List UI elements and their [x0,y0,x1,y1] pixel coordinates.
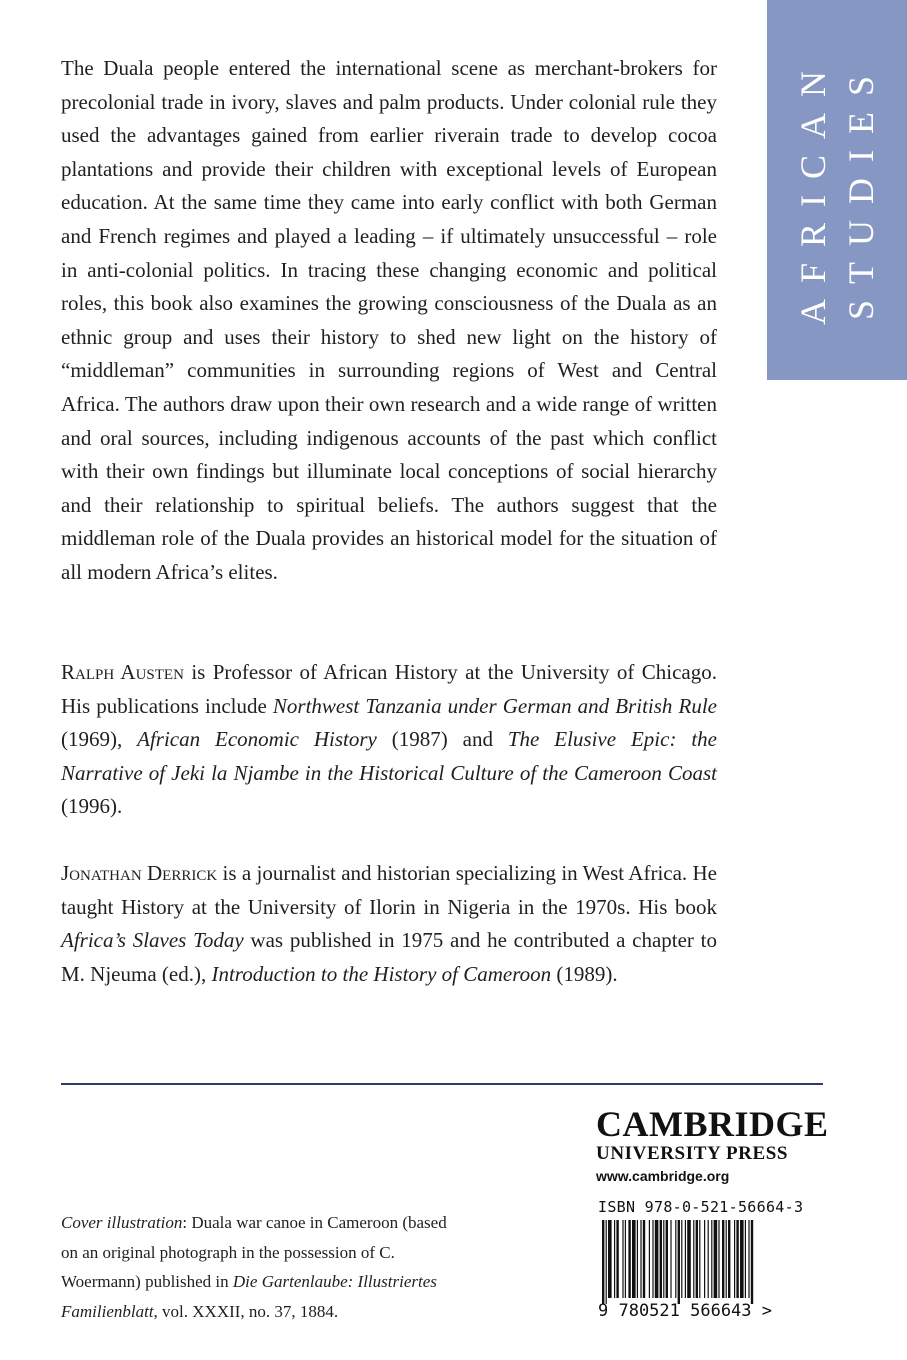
series-band [767,0,907,380]
barcode-bar [637,1220,638,1298]
barcode-bar [699,1220,700,1298]
bio-text: (1996). [61,794,123,819]
barcode-bar [663,1220,664,1298]
book-description: The Duala people entered the international scene as merchant-brokers for precolonial trade in ivory, slaves and palm products. Under colonial rule they used the advantages gained from earlier riverain trade to develop cocoa plantations and provide their children with exceptional levels of European education. At the same time they came into early conflict with both German and French regimes and played a leading – if ultimately unsuccessful – role in anti-colonial politics. In tracing these changing economic and political roles, this book also examines the growing consciousness of the Duala as an ethnic group and uses their history to shed new light on the history of “middleman” communities in surrounding regions of West and Central Africa. The authors draw upon their own research and a wide range of written and oral sources, including indigenous accounts of the past which conflict with their own findings but illuminate local conceptions of social hierarchy and their relationship to spiritual beliefs. The authors suggest that the middleman role of the Duala provides an historical model for the situation of all modern Africa’s elites. [61,56,717,584]
barcode-bar [718,1220,719,1298]
publisher-name: CAMBRIDGE [596,1104,829,1144]
barcode-bar [711,1220,712,1298]
book-title: The Elusive Epic: the Narrative of Jeki la Njambe in the Historical Culture of the Cameroon Coast [61,727,717,785]
barcode-bar [622,1220,623,1298]
barcode-bar [704,1220,705,1298]
credit-label: Cover illustration [61,1213,183,1232]
bio-text: is a journalist and historian specializing in West Africa. He taught History at the University of Ilorin in Nigeria in the 1970s. His book [61,861,717,919]
barcode-bar [685,1220,686,1298]
divider-rule [61,1083,823,1085]
credit-source: Die Gartenlaube: Illustriertes Familienblatt [61,1272,437,1321]
barcode-bar [675,1220,676,1298]
barcode-bar [693,1220,694,1298]
isbn-label: ISBN 978-0-521-56664-3 [598,1198,804,1216]
author-name: Ralph Austen [61,660,184,684]
publisher-url: www.cambridge.org [596,1168,730,1184]
barcode-bar [632,1220,636,1298]
barcode-bar [722,1220,724,1298]
barcode-bar [708,1220,709,1298]
bio-text: (1969), [61,727,138,752]
book-title: Africa’s Slaves Today [61,928,244,953]
barcode-bar [745,1220,746,1298]
barcode-bar [736,1220,738,1298]
barcode-bar [608,1220,612,1298]
barcode-bar [666,1220,668,1298]
barcode-bar [751,1220,753,1304]
barcode-digits: 9 780521 566643 > [598,1301,772,1321]
book-title: African Economic History [137,727,377,752]
author-bio-austen [61,656,717,824]
credit-text: : Duala war canoe in Cameroon (based on an original photograph in the possession of C. Woermann) published in [61,1213,447,1292]
barcode-bar [625,1220,626,1298]
barcode-bar [678,1220,680,1304]
barcode-bar [728,1220,730,1298]
author-name: Jonathan Derrick [61,861,218,885]
cover-illustration-credit [61,1208,451,1326]
barcode-bar [660,1220,662,1298]
barcode-bar [649,1220,650,1298]
bio-text: (1989). [551,961,618,986]
series-title [789,55,885,325]
bio-text: is Professor of African History at the University of Chicago. His publications include [61,660,717,718]
barcode-bar [652,1220,653,1298]
publisher-subtitle: UNIVERSITY PRESS [596,1143,789,1164]
barcode-bar [670,1220,671,1298]
barcode-bar [602,1220,604,1304]
barcode-bar [606,1220,607,1304]
barcode-bar [734,1220,735,1298]
publisher-logo [596,1104,829,1187]
isbn-barcode [598,1198,818,1328]
barcode-bar [616,1220,618,1298]
barcode-bar [726,1220,727,1298]
barcode-bar [748,1220,749,1298]
barcode-bars [598,1220,803,1304]
barcode-bar [614,1220,615,1298]
barcode-bar [628,1220,630,1298]
barcode-bar [687,1220,691,1298]
barcode-bar [681,1220,682,1298]
book-title: Introduction to the History of Cameroon [211,961,552,986]
barcode-bar [714,1220,718,1298]
bio-text: was published in 1975 and he contributed a chapter to M. Njeuma (ed.), [61,928,718,986]
barcode-bar [696,1220,698,1298]
series-title-line-1: AFRICAN [793,54,833,326]
barcode-bar [655,1220,659,1298]
author-bio-derrick [61,857,717,991]
barcode-bar [643,1220,645,1298]
barcode-bar [640,1220,641,1298]
book-title: Northwest Tanzania under German and British Rule [272,693,717,718]
barcode-bar [740,1220,744,1298]
bio-text: (1987) and [376,727,508,752]
series-title-line-2: STUDIES [841,60,881,321]
credit-text: , vol. XXXII, no. 37, 1884. [153,1301,339,1321]
